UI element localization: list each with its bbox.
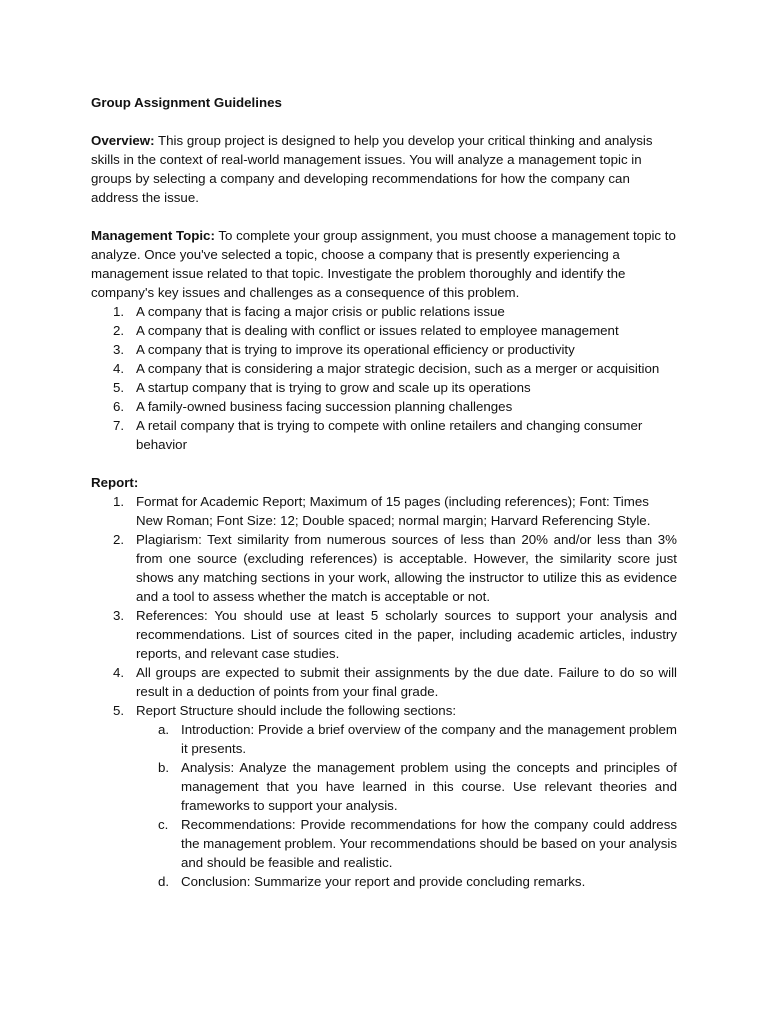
list-item	[91, 492, 677, 530]
sub-list-item-text: Conclusion: Summarize your report and provide concluding remarks.	[181, 874, 586, 889]
sub-list-item	[136, 758, 677, 815]
list-item	[91, 397, 677, 416]
sub-list-marker: d.	[158, 874, 170, 889]
list-item-text: A company that is considering a major strategic decision, such as a merger or acquisition	[136, 361, 660, 376]
report-structure-list	[136, 720, 677, 891]
sub-list-marker: a.	[158, 722, 170, 737]
list-item-text: A company that is dealing with conflict or issues related to employee management	[136, 323, 619, 338]
list-marker: 1.	[113, 304, 125, 319]
sub-list-marker: b.	[158, 760, 170, 775]
list-item	[91, 359, 677, 378]
list-item-text: A retail company that is trying to compete with online retailers and changing consumer behavior	[136, 418, 643, 452]
list-item-text: A startup company that is trying to grow and scale up its operations	[136, 380, 531, 395]
list-marker: 4.	[113, 665, 125, 680]
sub-list-item	[136, 720, 677, 758]
list-item	[91, 416, 677, 454]
list-item-text: A company that is facing a major crisis or public relations issue	[136, 304, 505, 319]
sub-list-item	[136, 815, 677, 872]
sub-list-item-text: Analysis: Analyze the management problem using the concepts and principles of management that you have learned in this course. Use relevant theories and frameworks to support your analysis.	[181, 760, 677, 813]
list-item	[91, 606, 677, 663]
list-marker: 1.	[113, 494, 125, 509]
list-item	[91, 378, 677, 397]
sub-list-marker: c.	[158, 817, 169, 832]
report-list	[91, 492, 677, 891]
list-marker: 2.	[113, 532, 125, 547]
list-marker: 4.	[113, 361, 125, 376]
overview-text: This group project is designed to help you develop your critical thinking and analysis skills in the context of real-world management issues. You will analyze a management topic in groups by selecting a company and developing recommendations for how the company can address the issue.	[91, 133, 653, 205]
list-item	[91, 321, 677, 340]
document-body	[91, 93, 677, 891]
management-topic-text: To complete your group assignment, you must choose a management topic to analyze. Once you've selected a topic, choose a company that is presently experiencing a management issue related to that topic. Investigate the problem thoroughly and identify the company's key issues and challenges as a consequence of this problem.	[91, 228, 676, 300]
list-item	[91, 530, 677, 606]
topic-list	[91, 302, 677, 454]
list-marker: 6.	[113, 399, 125, 414]
list-item-text: Format for Academic Report; Maximum of 15 pages (including references); Font: Times New Roman; Font Size: 12; Double spaced; normal margin; Harvard Referencing Style.	[136, 494, 651, 528]
overview-paragraph	[91, 131, 677, 207]
management-topic-paragraph	[91, 226, 677, 302]
list-marker: 2.	[113, 323, 125, 338]
management-topic-label: Management Topic:	[91, 228, 215, 243]
list-item-text: All groups are expected to submit their assignments by the due date. Failure to do so will result in a deduction of points from your final grade.	[136, 665, 677, 699]
sub-list-item-text: Introduction: Provide a brief overview of the company and the management problem it presents.	[181, 722, 677, 756]
sub-list-item-text: Recommendations: Provide recommendations for how the company could address the management problem. Your recommendations should be based on your analysis and should be feasible and realistic.	[181, 817, 677, 870]
sub-list-item	[136, 872, 677, 891]
list-item-text: Report Structure should include the following sections:	[136, 703, 457, 718]
report-heading: Report:	[91, 475, 139, 490]
list-marker: 7.	[113, 418, 125, 433]
list-item	[91, 340, 677, 359]
document-title: Group Assignment Guidelines	[91, 95, 282, 110]
list-item-text: A family-owned business facing succession planning challenges	[136, 399, 513, 414]
list-item-text: A company that is trying to improve its operational efficiency or productivity	[136, 342, 575, 357]
list-item	[91, 302, 677, 321]
list-item-text: Plagiarism: Text similarity from numerous sources of less than 20% and/or less than 3% from one source (excluding references) is acceptable. However, the similarity score just shows any matching sections in your work, allowing the instructor to utilize this as evidence and a tool to assess whether the match is acceptable or not.	[136, 532, 677, 604]
list-marker: 5.	[113, 380, 125, 395]
list-item-text: References: You should use at least 5 scholarly sources to support your analysis and recommendations. List of sources cited in the paper, including academic articles, industry reports, and relevant case studies.	[136, 608, 677, 661]
overview-label: Overview:	[91, 133, 155, 148]
list-marker: 5.	[113, 703, 125, 718]
list-marker: 3.	[113, 342, 125, 357]
list-item	[91, 701, 677, 891]
list-item	[91, 663, 677, 701]
list-marker: 3.	[113, 608, 125, 623]
